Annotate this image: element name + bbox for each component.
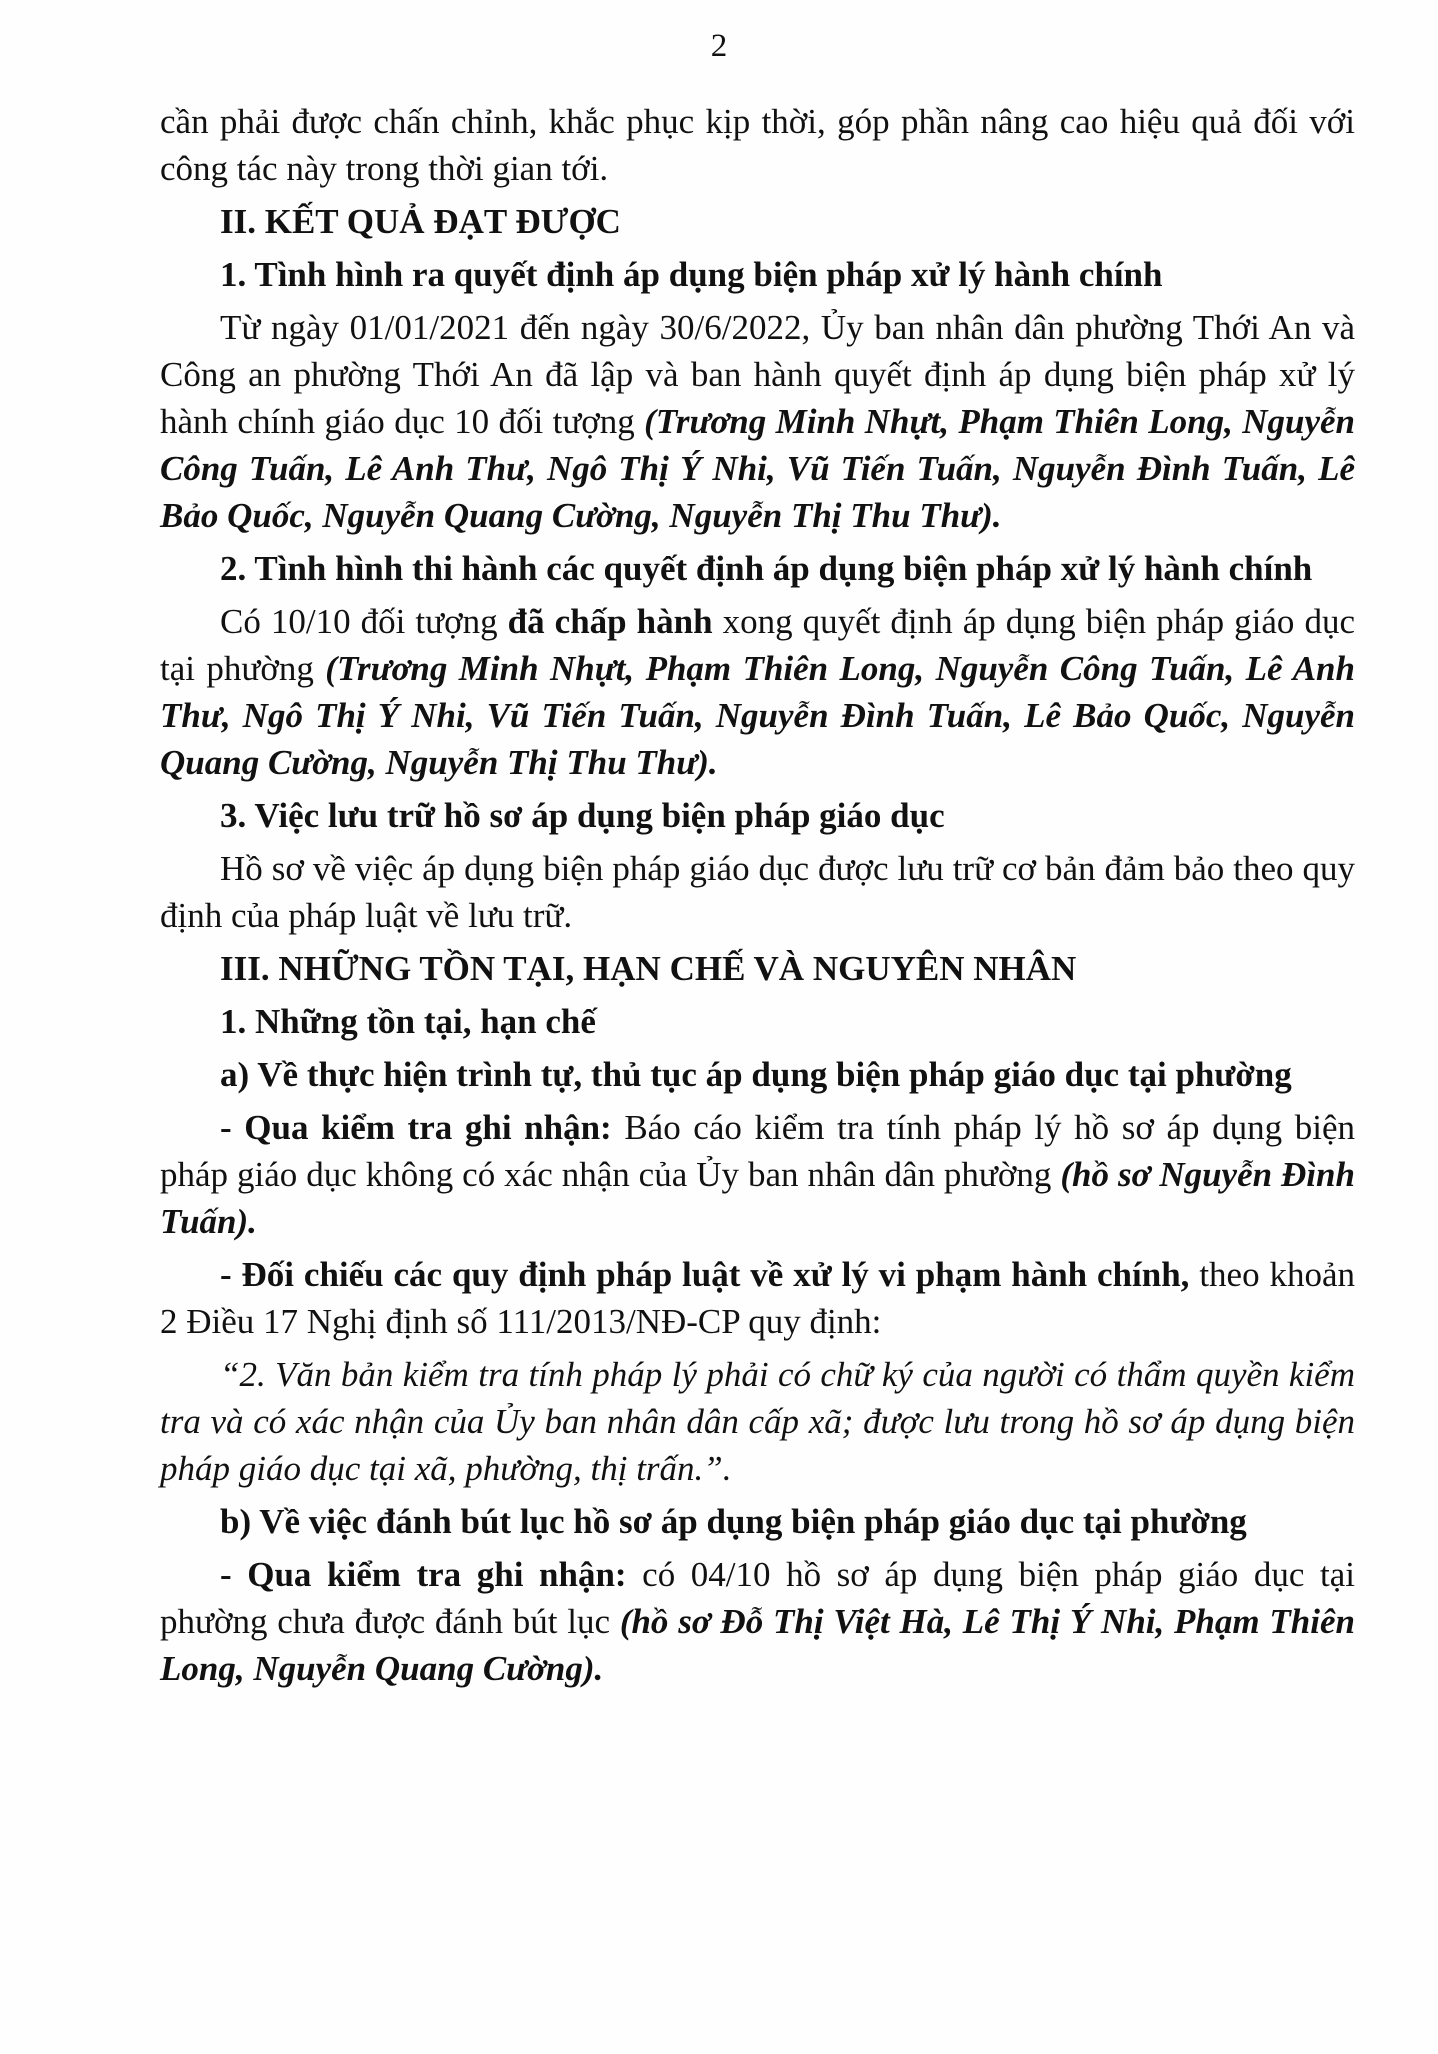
section-2-1-text: Từ ngày 01/01/2021 đến ngày 30/6/2022, Ủy ban nhân dân phường Thới An và Công an phường Thới An đã lập và ban hành quyết định áp dụng biện pháp xử lý hành chính giáo dục 10 đối tượng bbox=[160, 308, 1355, 441]
section-3-1a-p1-text: Báo cáo kiểm tra tính pháp lý hồ sơ áp dụng biện pháp giáo dục không có xác nhận của Ủy ban nhân dân phường bbox=[160, 1108, 1355, 1194]
section-2-3-paragraph: Hồ sơ về việc áp dụng biện pháp giáo dục được lưu trữ cơ bản đảm bảo theo quy định của pháp luật về lưu trữ. bbox=[160, 849, 1355, 935]
section-2-2-names: (Trương Minh Nhựt, Phạm Thiên Long, Nguyễn Công Tuấn, Lê Anh Thư, Ngô Thị Ý Nhi, Vũ Tiến Tuấn, Nguyễn Đình Tuấn, Lê Bảo Quốc, Nguyễn Quang Cường, Nguyễn Thị Thu Thư). bbox=[160, 649, 1355, 782]
section-3-1a-p1-bold: - Qua kiểm tra ghi nhận: bbox=[220, 1108, 612, 1147]
section-3-1b-p1-bold: - Qua kiểm tra ghi nhận: bbox=[220, 1555, 627, 1594]
document-body bbox=[160, 98, 1355, 1698]
section-3-heading: III. NHỮNG TỒN TẠI, HẠN CHẾ VÀ NGUYÊN NHÂN bbox=[220, 949, 1077, 988]
section-3-1a-p1-italic: (hồ sơ Nguyễn Đình Tuấn). bbox=[160, 1155, 1355, 1241]
section-2-3-heading: 3. Việc lưu trữ hồ sơ áp dụng biện pháp giáo dục bbox=[220, 796, 945, 835]
section-3-1b-p1-italic: (hồ sơ Đỗ Thị Việt Hà, Lê Thị Ý Nhi, Phạm Thiên Long, Nguyễn Quang Cường). bbox=[160, 1602, 1355, 1688]
intro-paragraph: cần phải được chấn chỉnh, khắc phục kịp thời, góp phần nâng cao hiệu quả đối với công tác này trong thời gian tới. bbox=[160, 102, 1355, 188]
section-3-1a-paragraph-2 bbox=[160, 1251, 1355, 1345]
section-2-2-paragraph bbox=[160, 598, 1355, 786]
section-2-2-text-b: xong quyết định áp dụng biện pháp giáo dục tại phường bbox=[160, 602, 1356, 688]
section-2-heading: II. KẾT QUẢ ĐẠT ĐƯỢC bbox=[220, 202, 621, 241]
section-3-1a-paragraph-1 bbox=[160, 1104, 1355, 1245]
section-3-1b-heading: b) Về việc đánh bút lục hồ sơ áp dụng biện pháp giáo dục tại phường bbox=[220, 1502, 1247, 1541]
section-2-2-heading: 2. Tình hình thi hành các quyết định áp dụng biện pháp xử lý hành chính bbox=[220, 549, 1313, 588]
legal-quote: “2. Văn bản kiểm tra tính pháp lý phải có chữ ký của người có thẩm quyền kiểm tra và có xác nhận của Ủy ban nhân dân cấp xã; được lưu trong hồ sơ áp dụng biện pháp giáo dục tại xã, phường, thị trấn.”. bbox=[160, 1355, 1355, 1488]
section-2-2-text-bold: đã chấp hành bbox=[507, 602, 713, 641]
section-2-1-paragraph bbox=[160, 304, 1355, 539]
section-2-1-names: (Trương Minh Nhựt, Phạm Thiên Long, Nguyễn Công Tuấn, Lê Anh Thư, Ngô Thị Ý Nhi, Vũ Tiến Tuấn, Nguyễn Đình Tuấn, Lê Bảo Quốc, Nguyễn Quang Cường, Nguyễn Thị Thu Thư). bbox=[160, 402, 1355, 535]
section-2-2-text-a: Có 10/10 đối tượng bbox=[220, 602, 508, 641]
section-3-1a-heading: a) Về thực hiện trình tự, thủ tục áp dụng biện pháp giáo dục tại phường bbox=[220, 1055, 1292, 1094]
section-3-1a-p2-bold: - Đối chiếu các quy định pháp luật về xử lý vi phạm hành chính, bbox=[220, 1255, 1190, 1294]
section-3-1b-p1-text: có 04/10 hồ sơ áp dụng biện pháp giáo dục tại phường chưa được đánh bút lục bbox=[160, 1555, 1355, 1641]
section-3-1b-paragraph-1 bbox=[160, 1551, 1355, 1692]
section-3-1a-p2-text: theo khoản 2 Điều 17 Nghị định số 111/2013/NĐ-CP quy định: bbox=[160, 1255, 1355, 1341]
section-2-1-heading: 1. Tình hình ra quyết định áp dụng biện pháp xử lý hành chính bbox=[220, 255, 1163, 294]
page-number: 2 bbox=[710, 28, 728, 64]
section-3-1-heading: 1. Những tồn tại, hạn chế bbox=[220, 1002, 596, 1041]
